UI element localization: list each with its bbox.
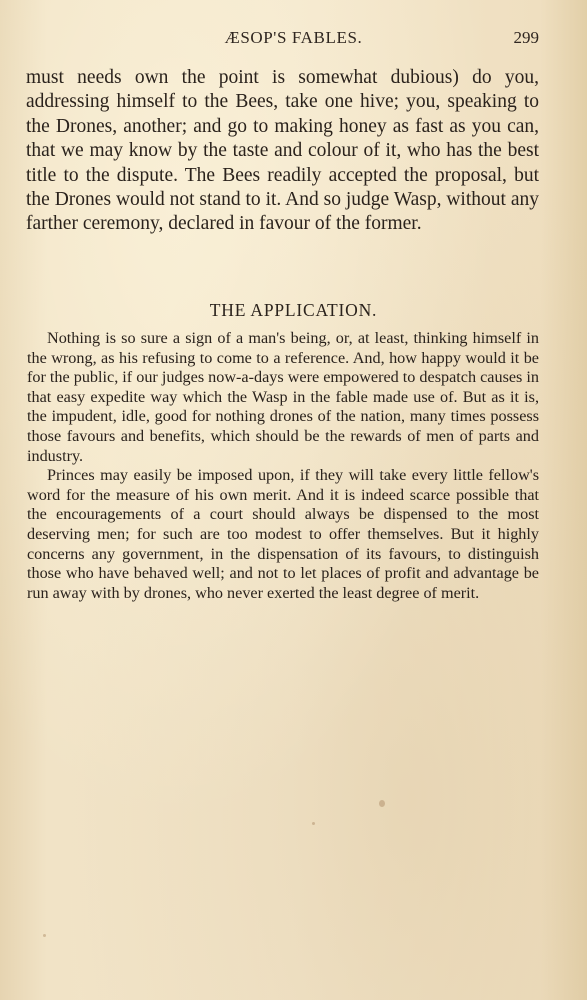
application-paragraph: Princes may easily be imposed upon, if they will take every little fellow's word for the measure of his own merit. And it is indeed scarce possible that the encouragements of a court should always be dispensed to the most deserving men; for such are too modest to offer themselves. But it highly concerns any government, in the dispensation of its favours, to distinguish those who have behaved well; and not to let places of profit and advantage be run away with by drones, who never exerted the least degree of merit. [27,466,539,602]
paper-speck [43,934,46,937]
fable-continuation-text: must needs own the point is somewhat dubious) do you, addressing himself to the Bees, take one hive; you, speaking to the Drones, another; and go to making honey as fast as you can, that we may know by the taste and colour of it, who has the best title to the dispute. The Bees readily accepted the proposal, but the Drones would not stand to it. And so judge Wasp, without any farther ceremony, declared in favour of the former. [26,67,539,235]
page-number: 299 [513,28,539,47]
running-title: ÆSOP'S FABLES. [224,28,363,47]
section-heading: THE APPLICATION. [209,300,378,320]
paper-speck [312,822,315,825]
paper-speck [379,800,385,807]
application-paragraph: Nothing is so sure a sign of a man's being, or, at least, thinking himself in the wrong, as his refusing to come to a reference. And, how happy would it be for the public, if our judges now-a-days were empowered to despatch causes in that easy expedite way which the Wasp in the fable made use of. But as it is, the impudent, idle, good for nothing drones of the nation, many times possess those favours and benefits, which should be the rewards of men of parts and industry. [27,329,539,465]
application-text [27,329,539,603]
